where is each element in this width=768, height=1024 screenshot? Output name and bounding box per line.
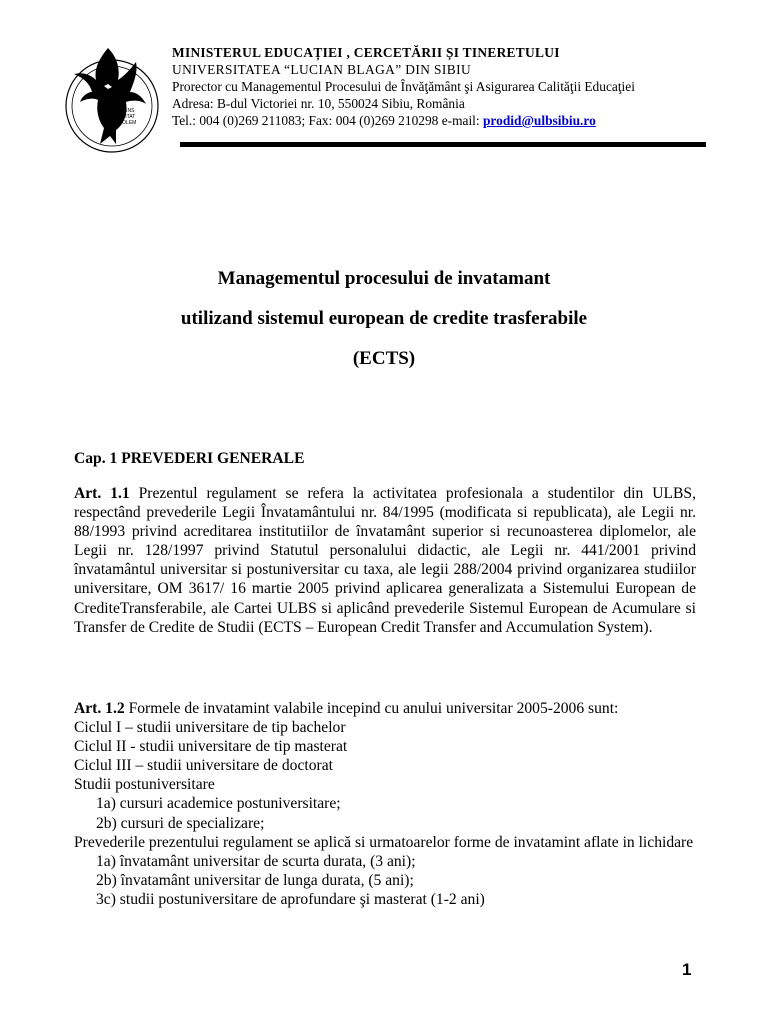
list-item: Ciclul III – studii universitare de doctorat	[74, 757, 333, 775]
document-title-line1: Managementul procesului de invatamant	[217, 268, 551, 289]
list-item: 1a) cursuri academice postuniversitare;	[96, 795, 341, 813]
article-1-1	[74, 484, 696, 637]
header-divider	[180, 142, 706, 147]
svg-text:MOLEM: MOLEM	[118, 120, 137, 126]
list-item: 2b) învatamânt universitar de lunga durata, (5 ani);	[96, 871, 414, 889]
document-title-line3: (ECTS)	[352, 348, 416, 369]
logo-motto: MENS	[120, 108, 135, 114]
list-item: Ciclul II - studii universitare de tip masterat	[74, 738, 348, 756]
contact-line: Tel.: 004 (0)269 211083; Fax: 004 (0)269 210298 e-mail: prodid@ulbsibiu.ro	[172, 113, 596, 128]
address-line: Adresa: B-dul Victoriei nr. 10, 550024 Sibiu, România	[172, 96, 465, 111]
article-label: Art. 1.2	[74, 700, 125, 717]
university-logo	[60, 40, 168, 158]
article-1-2	[74, 699, 696, 909]
article-label: Art. 1.1	[74, 485, 130, 502]
document-title-line2: utilizand sistemul european de credite trasferabile	[180, 308, 588, 329]
list-item: 1a) învatamânt universitar de scurta durata, (3 ani);	[96, 852, 416, 870]
list-item: 2b) cursuri de specializare;	[96, 814, 265, 832]
office-name: Prorector cu Managementul Procesului de Învăţământ şi Asigurarea Calităţii Educaţiei	[172, 79, 635, 94]
article-text: Prezentul regulament se refera la activitatea profesionala a studentilor din ULBS, respectând prevederile Legii Învatamântului nr. 84/1995 (modificata si republicata), ale Legii nr. 88/1993 privind acreditarea institutiilor de învatamânt superior si recunoasterea diplomelor, ale Legii nr. 128/1997 privind Statutul personalului didactic, ale Legii nr. 441/2001 privind învatamântul universitar si postuniversitar cu taxa, ale legii 288/2004 privind organizarea studiilor universitare, OM 3617/ 16 martie 2005 privind aplicarea generalizata a Sistemului European de CrediteTransferabile, ale Cartei ULBS si aplicând prevederile Sistemul European de Acumulare si Transfer de Credite de Studii (ECTS – European Credit Transfer and Accumulation System).	[74, 485, 696, 636]
page-number: 1	[682, 960, 692, 979]
email-link[interactable]: prodid@ulbsibiu.ro	[482, 113, 596, 128]
list-item: Ciclul I – studii universitare de tip bachelor	[74, 719, 346, 737]
lichidare-intro: Prevederile prezentului regulament se aplică si urmatoarelor forme de invatamint aflate in lichidare	[74, 833, 694, 851]
chapter-heading: Cap. 1 PREVEDERI GENERALE	[74, 450, 305, 467]
university-name: UNIVERSITATEA “LUCIAN BLAGA” DIN SIBIU	[172, 62, 472, 77]
letterhead	[172, 44, 732, 129]
svg-text:AGITAT: AGITAT	[118, 114, 136, 120]
ministry-name: MINISTERUL EDUCAȚIEI , CERCETĂRII ȘI TINERETULUI	[172, 45, 560, 60]
list-item: Studii postuniversitare	[74, 776, 215, 794]
article-intro: Formele de invatamint valabile incepind cu anului universitar 2005-2006 sunt:	[124, 700, 619, 717]
list-item: 3c) studii postuniversitare de aprofundare şi masterat (1-2 ani)	[96, 890, 485, 908]
